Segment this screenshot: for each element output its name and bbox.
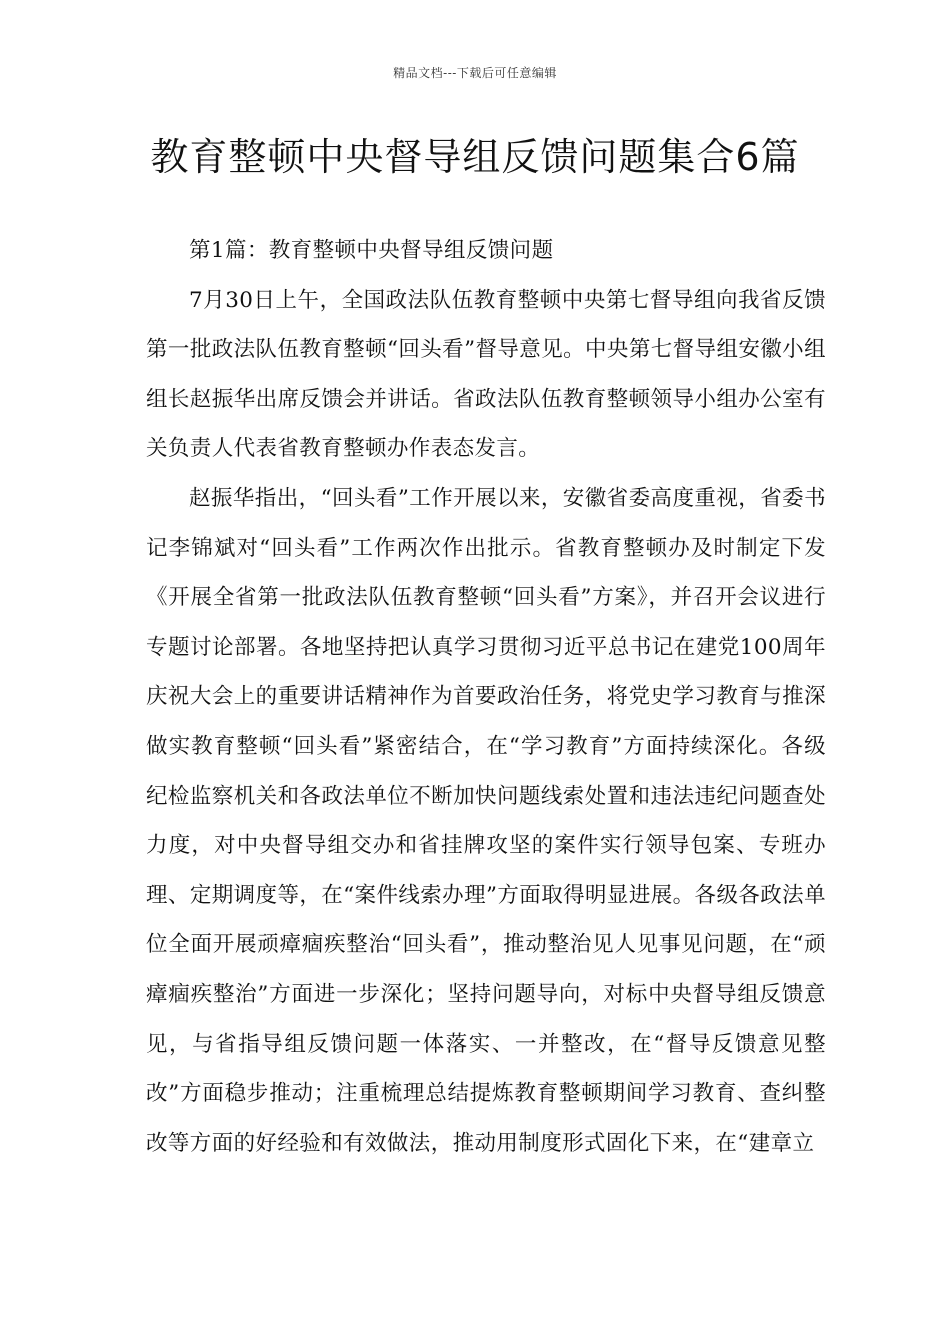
- document-body: [146, 226, 826, 1168]
- document-title: 教育整顿中央督导组反馈问题集合6篇: [150, 135, 800, 179]
- paragraph: 7月30日上午，全国政法队伍教育整顿中央第七督导组向我省反馈第一批政法队伍教育整顿“回头看”督导意见。中央第七督导组安徽小组组长赵振华出席反馈会并讲话。省政法队伍教育整顿领导小组办公室有关负责人代表省教育整顿办作表态发言。: [146, 287, 826, 462]
- header-note: 精品文档---下载后可任意编辑: [393, 66, 557, 80]
- section-heading: 第1篇：教育整顿中央督导组反馈问题: [189, 238, 554, 263]
- paragraph: 赵振华指出，“回头看”工作开展以来，安徽省委高度重视，省委书记李锦斌对“回头看”工作两次作出批示。省教育整顿办及时制定下发《开展全省第一批政法队伍教育整顿“回头看”方案》，并召开会议进行专题讨论部署。各地坚持把认真学习贯彻习近平总书记在建党100周年庆祝大会上的重要讲话精神作为首要政治任务，将党史学习教育与推深做实教育整顿“回头看”紧密结合，在“学习教育”方面持续深化。各级纪检监察机关和各政法单位不断加快问题线索处置和违法违纪问题查处力度，对中央督导组交办和省挂牌攻坚的案件实行领导包案、专班办理、定期调度等，在“案件线索办理”方面取得明显进展。各级各政法单位全面开展顽瘴痼疾整治“回头看”，推动整治见人见事见问题，在“顽瘴痼疾整治”方面进一步深化；坚持问题导向，对标中央督导组反馈意见，与省指导组反馈问题一体落实、一并整改，在“督导反馈意见整改”方面稳步推动；注重梳理总结提炼教育整顿期间学习教育、查纠整改等方面的好经验和有效做法，推动用制度形式固化下来，在“建章立: [146, 485, 826, 1156]
